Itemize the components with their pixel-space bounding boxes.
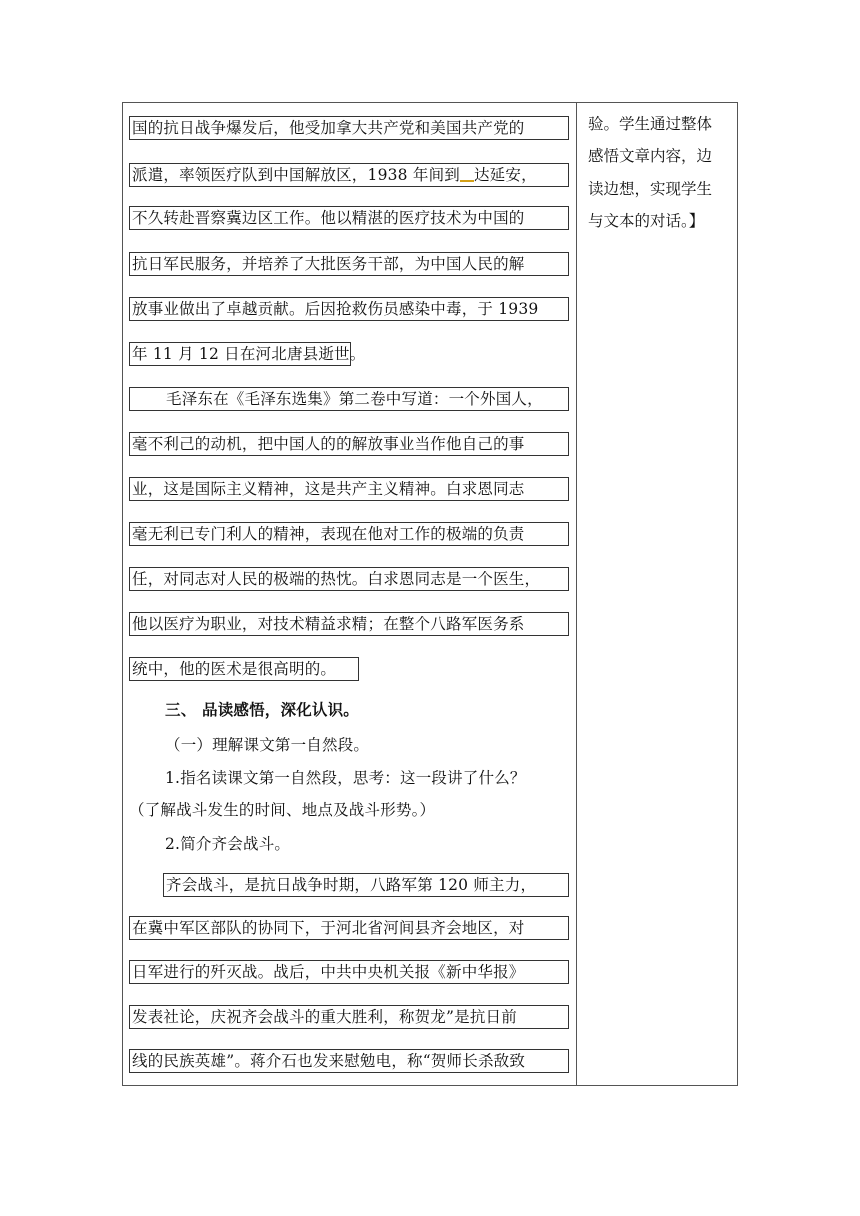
question-1-answer: （了解战斗发生的时间、地点及战斗形势。）: [129, 801, 436, 819]
question-2: 2.简介齐会战斗。: [165, 835, 291, 853]
mao-line: 任，对同志对人民的极端的热忱。白求恩同志是一个医生，: [129, 567, 569, 591]
qihui-line: 线的民族英雄”。蒋介石也发来慰勉电，称“贺师长杀敌致: [129, 1049, 569, 1073]
qihui-line: 在冀中军区部队的协同下，于河北省河间县齐会地区，对: [129, 916, 569, 940]
bio-line: 抗日军民服务，并培养了大批医务干部，为中国人民的解: [129, 252, 569, 276]
side-note-line: 读边想，实现学生: [588, 180, 713, 198]
side-note-line: 感悟文章内容，边: [588, 147, 713, 165]
question-1: 1.指名读课文第一自然段，思考：这一段讲了什么？: [165, 769, 526, 787]
lesson-table: [122, 102, 738, 1086]
section-heading: 三、 品读感悟，深化认识。: [165, 700, 359, 719]
qihui-line: 发表社论，庆祝齐会战斗的重大胜利，称贺龙”是抗日前: [129, 1005, 569, 1029]
bio-line: 不久转赴晋察冀边区工作。他以精湛的医疗技术为中国的: [129, 206, 569, 230]
bio-line-part: 达延安，: [473, 166, 537, 184]
mao-line: 毫不利己的动机，把中国人的的解放事业当作他自己的事: [129, 432, 569, 456]
side-column: [578, 103, 738, 1085]
mao-line: 业，这是国际主义精神，这是共产主义精神。白求恩同志: [129, 477, 569, 501]
mao-line: 毛泽东在《毛泽东选集》第二卷中写道：一个外国人，: [129, 387, 569, 411]
column-divider: [576, 103, 577, 1085]
qihui-line: 日军进行的歼灭战。战后，中共中央机关报《新中华报》: [129, 960, 569, 984]
mao-line: 他以医疗为职业，对技术精益求精；在整个八路军医务系: [129, 612, 569, 636]
bio-line-part: 派遣，率领医疗队到中国解放区，1938 年间到: [132, 166, 460, 184]
bio-line: [129, 163, 569, 187]
mao-line: 统中，他的医术是很高明的。: [129, 657, 359, 681]
qihui-line: 齐会战斗，是抗日战争时期，八路军第 120 师主力，: [163, 873, 569, 897]
sub-heading: （一）理解课文第一自然段。: [165, 736, 370, 754]
bio-line: 国的抗日战争爆发后，他受加拿大共产党和美国共产党的: [129, 116, 569, 140]
side-note-line: 验。学生通过整体: [588, 115, 713, 133]
bio-line: 年 11 月 12 日在河北唐县逝世。: [129, 342, 351, 366]
mao-line: 毫无利已专门利人的精神，表现在他对工作的极端的负责: [129, 522, 569, 546]
underline-mark: [460, 166, 474, 182]
side-note-line: 与文本的对话。】: [588, 212, 705, 230]
main-column: [123, 103, 576, 1085]
bio-line: 放事业做出了卓越贡献。后因抢救伤员感染中毒，于 1939: [129, 297, 569, 321]
